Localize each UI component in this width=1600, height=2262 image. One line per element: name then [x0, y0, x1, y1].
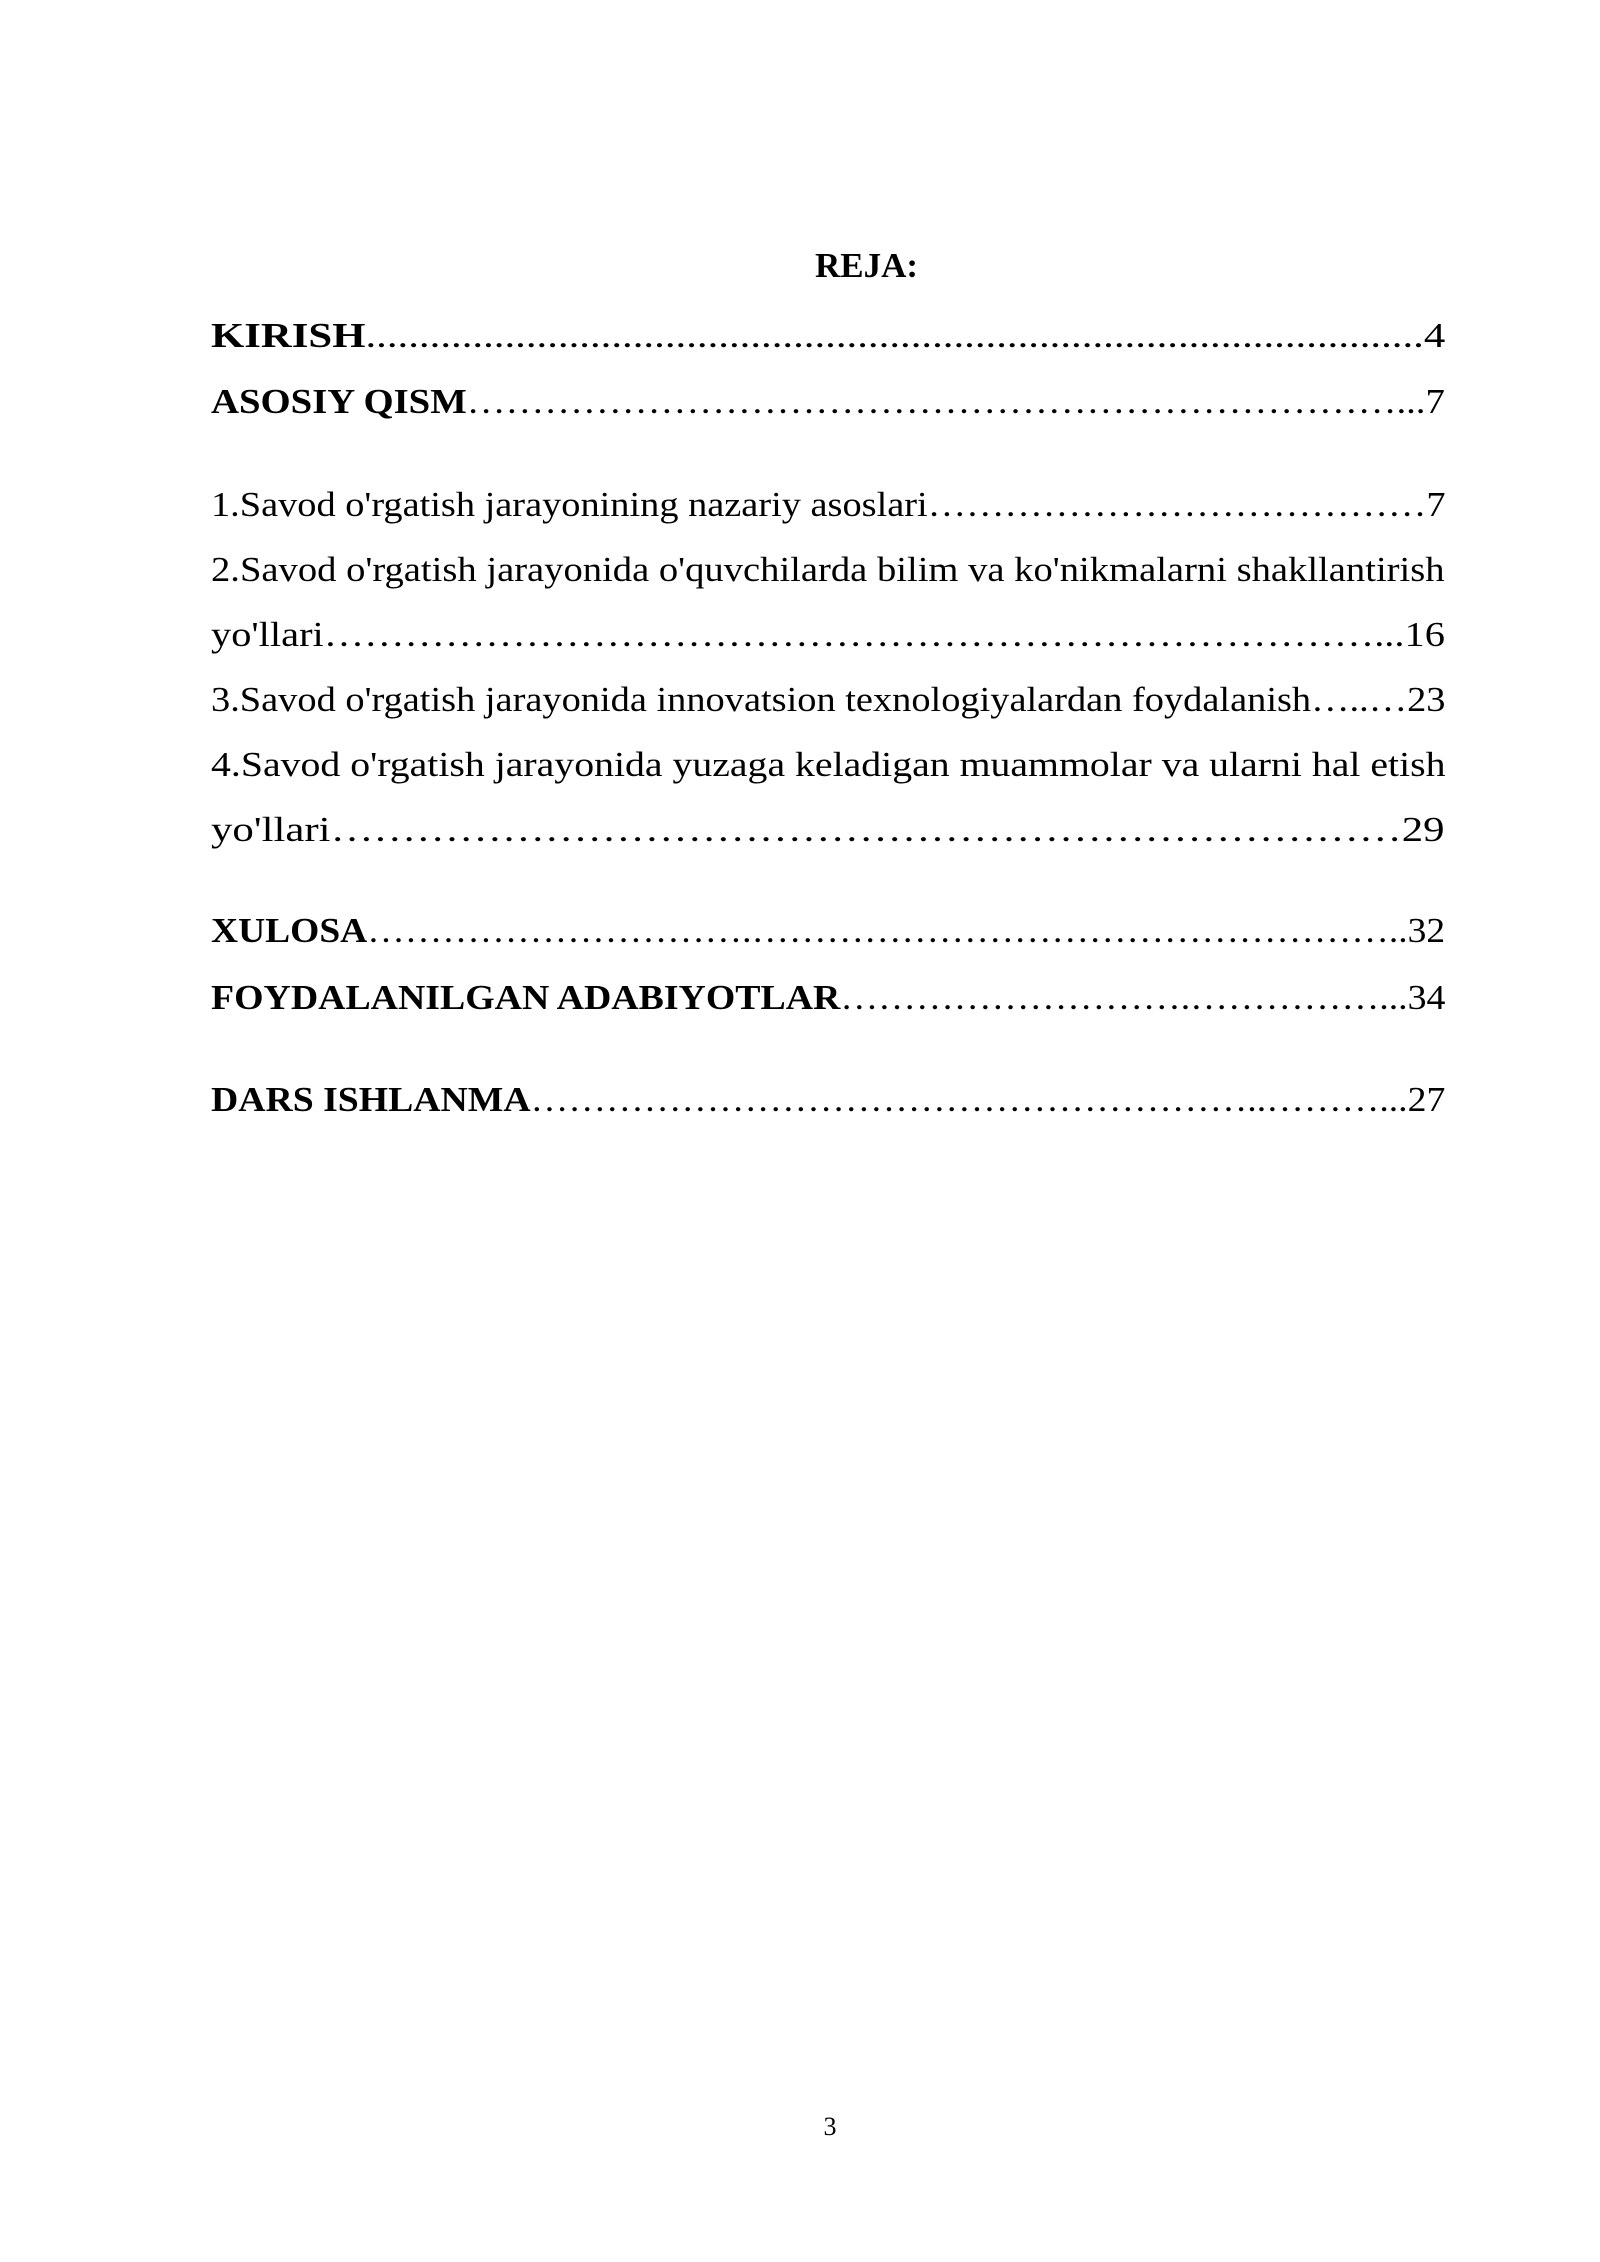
- toc-leader: …………………………………: [927, 485, 1427, 524]
- toc-entry-foydalanilgan: [211, 980, 1445, 1015]
- toc-leader: …..…: [1311, 680, 1408, 719]
- toc-entry-4-line-1: 4.Savod o'rgatish jarayonida yuzaga keladigan muammolar va ularni hal etish: [211, 745, 1446, 784]
- toc-page-number: 29: [1401, 810, 1445, 849]
- page-number: 3: [823, 2112, 837, 2141]
- toc-leader: ……………………….……………: [840, 978, 1380, 1017]
- toc-leader: …………………………………………………..………: [530, 1080, 1380, 1119]
- toc-page-number: ..32: [1388, 911, 1446, 950]
- toc-entry-text: 3.Savod o'rgatish jarayonida innovatsion texnologiyalardan foydalanish: [211, 680, 1312, 719]
- toc-entry-text: yo'llari: [211, 810, 331, 849]
- toc-page-number: ...27: [1379, 1080, 1446, 1119]
- toc-leader: …………………………………………………………………: [330, 810, 1402, 849]
- toc-entry-label: DARS ISHLANMA: [211, 1080, 531, 1119]
- toc-leader: ……………………………………………………………………: [323, 615, 1375, 654]
- toc-entry-asosiy: [211, 384, 1445, 419]
- toc-leader: ………………………………………………………………: [466, 382, 1397, 421]
- page-title: REJA:: [814, 246, 919, 285]
- toc-page-number: 4: [1423, 316, 1446, 355]
- toc-entry-1: [211, 487, 1446, 522]
- toc-leader: ...................................................................................................: [365, 316, 1424, 355]
- toc-entry-label: ASOSIY QISM: [211, 382, 467, 421]
- toc-entry-label: XULOSA: [211, 911, 368, 950]
- toc-entry-label: FOYDALANILGAN ADABIYOTLAR: [211, 978, 841, 1017]
- toc-entry-2-line-2: [211, 617, 1445, 652]
- toc-page-number: 23: [1407, 680, 1446, 719]
- toc-leader: ………………………….……………………………………………: [367, 911, 1389, 950]
- toc-page-number: ...34: [1379, 978, 1446, 1017]
- toc-entry-2-line-1: 2.Savod o'rgatish jarayonida o'quvchilarda bilim va ko'nikmalarni shakllantirish: [211, 550, 1445, 589]
- toc-entry-4-line-2: [211, 812, 1445, 847]
- toc-entry-text: 1.Savod o'rgatish jarayonining nazariy asoslari: [211, 485, 928, 524]
- toc-entry-label: KIRISH: [211, 316, 366, 355]
- toc-page-number: ...7: [1396, 382, 1445, 421]
- toc-entry-dars: [211, 1082, 1445, 1117]
- toc-entry-kirish: [211, 318, 1445, 353]
- toc-page-number: 7: [1426, 485, 1446, 524]
- toc-entry-xulosa: [211, 913, 1445, 948]
- toc-entry-text: yo'llari: [211, 615, 324, 654]
- toc-page-number: ...16: [1374, 615, 1445, 654]
- toc-entry-3: [211, 682, 1445, 717]
